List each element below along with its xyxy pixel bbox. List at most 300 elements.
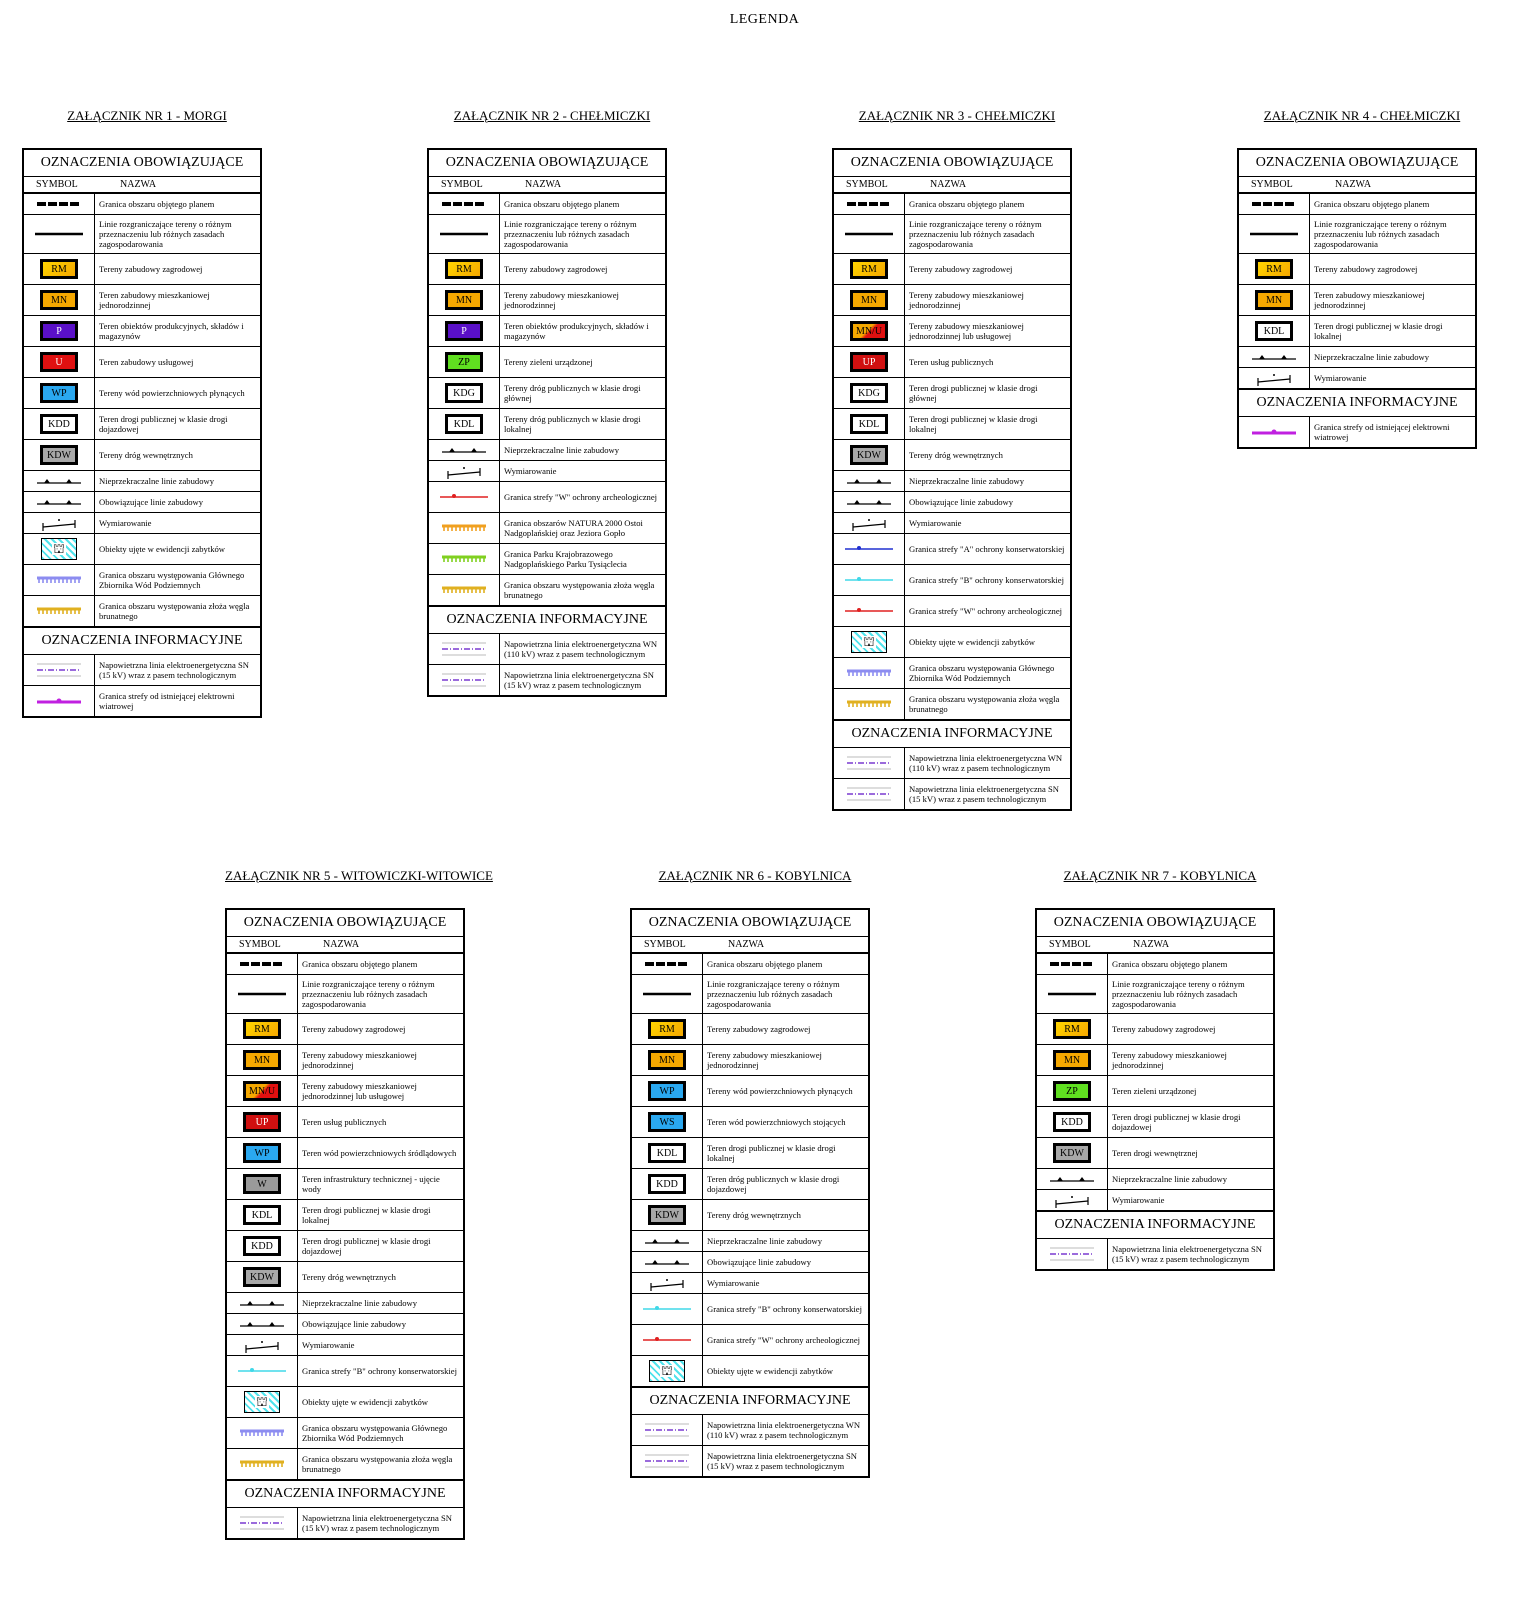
legend-label: Granica obszarów NATURA 2000 Ostoi Nadgoplańskiej oraz Jeziora Gopło	[504, 518, 643, 538]
legend-label: Obowiązujące linie zabudowy	[99, 497, 204, 507]
legend-symbol	[632, 1045, 703, 1075]
legend-label: Teren drogi publicznej w klasie drogi lokalnej	[302, 1205, 431, 1225]
legend-row	[1239, 417, 1475, 447]
legend-row	[429, 544, 665, 575]
legend-label: Tereny dróg wewnętrznych	[707, 1210, 801, 1220]
protection-zone-icon	[841, 539, 897, 559]
legend-symbol	[1037, 954, 1108, 974]
legend-symbol	[24, 316, 95, 346]
legend-label: Teren dróg publicznych w klasie drogi dojazdowej	[707, 1174, 840, 1194]
mandatory-line-icon	[841, 492, 897, 512]
legend-symbol	[632, 1076, 703, 1106]
legend-label: Granica Parku Krajobrazowego Nadgoplańskiego Parku Tysiąclecia	[504, 549, 627, 569]
legend-symbol	[1239, 194, 1310, 214]
zone-badge-mn: MN	[850, 290, 888, 310]
legend-row	[632, 1138, 868, 1169]
legend-symbol	[1239, 368, 1310, 388]
zone-badge-kdl: KDL	[1255, 321, 1293, 341]
zone-badge-w: W	[243, 1174, 281, 1194]
legend-label: Teren zabudowy mieszkaniowej jednorodzinnej	[1314, 290, 1425, 310]
legend-row	[1239, 215, 1475, 254]
mandatory-line-icon	[234, 1314, 290, 1334]
legend-row	[227, 975, 463, 1014]
legend-symbol	[834, 378, 905, 408]
legend-label: Granica obszaru występowania złoża węgla brunatnego	[504, 580, 655, 600]
legend-symbol	[429, 215, 500, 253]
legend-symbol	[227, 1356, 298, 1386]
legend-row	[632, 1356, 868, 1387]
legend-symbol	[1037, 1190, 1108, 1210]
legend-label: Tereny zabudowy mieszkaniowej jednorodzinnej	[1112, 1050, 1227, 1070]
legend-symbol	[24, 565, 95, 595]
legend-row	[632, 1107, 868, 1138]
legend-row	[632, 954, 868, 975]
legend-row	[834, 492, 1070, 513]
non-exceedable-line-icon	[31, 471, 87, 491]
zone-badge-kdl: KDL	[243, 1205, 281, 1225]
legend-label: Teren obiektów produkcyjnych, składów i magazynów	[99, 321, 244, 341]
zone-badge-zp: ZP	[445, 352, 483, 372]
legend-label: Teren zieleni urządzonej	[1112, 1086, 1197, 1096]
legend-label: Napowietrzna linia elektroenergetyczna SN (15 kV) wraz z pasem technologicznym	[909, 784, 1059, 804]
column-headers	[632, 937, 868, 954]
legend-symbol	[1239, 347, 1310, 367]
zone-badge-p: P	[40, 321, 78, 341]
legend-label: Tereny zabudowy mieszkaniowej jednorodzinnej lub usługowej	[302, 1081, 417, 1101]
legend-row	[227, 1262, 463, 1293]
legend-symbol	[1037, 1045, 1108, 1075]
legend-label: Granica obszaru objętego planem	[1112, 959, 1228, 969]
legend-symbol	[24, 378, 95, 408]
boundary-line-icon	[639, 984, 695, 1004]
plan-border-icon	[1044, 954, 1100, 974]
legend-symbol	[24, 534, 95, 564]
column-headers	[1239, 177, 1475, 194]
legend-label: Granica obszaru występowania Głównego Zbiornika Wód Podziemnych	[99, 570, 245, 590]
legend-symbol	[632, 1294, 703, 1324]
legend-label: Granica obszaru występowania złoża węgla brunatnego	[99, 601, 250, 621]
plan-border-icon	[436, 194, 492, 214]
section-informational-heading: OZNACZENIA INFORMACYJNE	[429, 606, 665, 634]
legend-row	[227, 1138, 463, 1169]
legend-label: Granica obszaru objętego planem	[302, 959, 418, 969]
column-symbol: SYMBOL	[1251, 179, 1293, 190]
legend-label: Teren drogi publicznej w klasie drogi głównej	[909, 383, 1038, 403]
legend-symbol	[24, 347, 95, 377]
legend-row	[429, 665, 665, 695]
boundary-line-icon	[841, 224, 897, 244]
legend-label: Granica strefy "W" ochrony archeologicznej	[504, 492, 658, 502]
legend-row	[227, 1231, 463, 1262]
legend-label: Linie rozgraniczające tereny o różnym przeznaczeniu lub różnych zasadach zagospodarowania	[1314, 219, 1447, 249]
legend-label: Tereny zabudowy zagrodowej	[504, 264, 608, 274]
legend-symbol	[834, 534, 905, 564]
legend-label: Obiekty ujęte w ewidencji zabytków	[99, 544, 226, 554]
legend-label: Nieprzekraczalne linie zabudowy	[504, 445, 620, 455]
monument-icon: ⛫	[649, 1360, 685, 1382]
legend-label: Nieprzekraczalne linie zabudowy	[302, 1298, 418, 1308]
legend-label: Tereny wód powierzchniowych płynących	[99, 388, 245, 398]
legend-row	[24, 194, 260, 215]
column-symbol: SYMBOL	[846, 179, 888, 190]
legend-symbol	[1037, 1014, 1108, 1044]
zone-badge-mn-u: MN/U	[243, 1081, 281, 1101]
legend-row	[24, 409, 260, 440]
section-mandatory-heading: OZNACZENIA OBOWIĄZUJĄCE	[632, 910, 868, 937]
legend-label: Obowiązujące linie zabudowy	[707, 1257, 812, 1267]
legend-label: Napowietrzna linia elektroenergetyczna SN (15 kV) wraz z pasem technologicznym	[504, 670, 654, 690]
legend-symbol	[834, 409, 905, 439]
legend-label: Wymiarowanie	[302, 1340, 355, 1350]
column-headers	[429, 177, 665, 194]
legend-row	[632, 1014, 868, 1045]
zone-badge-rm: RM	[40, 259, 78, 279]
zone-badge-up: UP	[850, 352, 888, 372]
section-mandatory-heading: OZNACZENIA OBOWIĄZUJĄCE	[429, 150, 665, 177]
zone-badge-kdw: KDW	[243, 1267, 281, 1287]
legend-row	[834, 347, 1070, 378]
legend-label: Nieprzekraczalne linie zabudowy	[1112, 1174, 1228, 1184]
legend-symbol	[632, 1169, 703, 1199]
legend-label: Granica strefy "W" ochrony archeologicznej	[707, 1335, 861, 1345]
zone-badge-up: UP	[243, 1112, 281, 1132]
legend-symbol	[227, 1138, 298, 1168]
legend-row	[429, 285, 665, 316]
legend-row	[1037, 1190, 1273, 1211]
legend-symbol	[834, 513, 905, 533]
legend-row	[24, 686, 260, 716]
legend-symbol	[24, 596, 95, 626]
area-boundary-comb-icon	[234, 1423, 290, 1443]
plan-border-icon	[31, 194, 87, 214]
column-headers	[834, 177, 1070, 194]
legend-symbol	[429, 575, 500, 605]
legend-label: Tereny zabudowy zagrodowej	[1112, 1024, 1216, 1034]
legend-row	[834, 316, 1070, 347]
legend-row	[429, 215, 665, 254]
legend-symbol	[632, 1252, 703, 1272]
non-exceedable-line-icon	[436, 440, 492, 460]
non-exceedable-line-icon	[639, 1231, 695, 1251]
dimension-icon	[1246, 368, 1302, 388]
boundary-line-icon	[436, 224, 492, 244]
column-name: NAZWA	[1133, 939, 1170, 950]
non-exceedable-line-icon	[234, 1293, 290, 1313]
legend-row	[834, 658, 1070, 689]
legend-symbol	[227, 1262, 298, 1292]
zone-badge-wp: WP	[648, 1081, 686, 1101]
zone-badge-kdw: KDW	[850, 445, 888, 465]
legend-symbol	[1239, 316, 1310, 346]
legend-label: Teren usług publicznych	[909, 357, 994, 367]
annex-title: ZAŁĄCZNIK NR 5 - WITOWICZKI-WITOWICE	[225, 868, 493, 883]
legend-row	[834, 596, 1070, 627]
legend-label: Granica obszaru występowania Głównego Zbiornika Wód Podziemnych	[302, 1423, 448, 1443]
legend-symbol	[24, 440, 95, 470]
legend-row	[429, 513, 665, 544]
legend-label: Tereny zabudowy zagrodowej	[707, 1024, 811, 1034]
legend-row	[429, 347, 665, 378]
annex-title: ZAŁĄCZNIK NR 2 - CHEŁMICZKI	[453, 108, 651, 123]
legend-symbol	[429, 378, 500, 408]
legend-symbol	[24, 655, 95, 685]
legend-symbol	[227, 975, 298, 1013]
legend-row	[1037, 1076, 1273, 1107]
legend-label: Teren drogi publicznej w klasie drogi lokalnej	[707, 1143, 836, 1163]
legend-symbol	[632, 1231, 703, 1251]
legend-symbol	[227, 954, 298, 974]
legend-row	[429, 409, 665, 440]
legend-label: Nieprzekraczalne linie zabudowy	[1314, 352, 1430, 362]
legend-label: Teren drogi publicznej w klasie drogi lokalnej	[909, 414, 1038, 434]
non-exceedable-line-icon	[1246, 347, 1302, 367]
legend-label: Teren drogi publicznej w klasie drogi dojazdowej	[99, 414, 228, 434]
power-line-icon	[436, 670, 492, 690]
legend-symbol	[24, 471, 95, 491]
legend-row	[834, 513, 1070, 534]
legend-label: Tereny zabudowy mieszkaniowej jednorodzinnej	[909, 290, 1024, 310]
legend-symbol	[429, 665, 500, 695]
zone-badge-p: P	[445, 321, 483, 341]
legend-row	[632, 1294, 868, 1325]
legend-label: Wymiarowanie	[99, 518, 152, 528]
legend-symbol	[632, 975, 703, 1013]
legend-row	[834, 409, 1070, 440]
legend-label: Napowietrzna linia elektroenergetyczna WN (110 kV) wraz z pasem technologicznym	[909, 753, 1063, 773]
legend-symbol	[227, 1449, 298, 1479]
legend-symbol	[227, 1169, 298, 1199]
legend-label: Teren usług publicznych	[302, 1117, 387, 1127]
section-informational-heading: OZNACZENIA INFORMACYJNE	[834, 720, 1070, 748]
zone-badge-kdl: KDL	[850, 414, 888, 434]
legend-row	[227, 1418, 463, 1449]
zone-badge-mn: MN	[1053, 1050, 1091, 1070]
legend-row	[1239, 368, 1475, 389]
area-boundary-comb-icon	[234, 1454, 290, 1474]
legend-label: Teren drogi publicznej w klasie drogi dojazdowej	[302, 1236, 431, 1256]
legend-row	[1239, 285, 1475, 316]
legend-row	[1037, 1138, 1273, 1169]
legend-symbol	[1037, 1107, 1108, 1137]
legend-table	[1035, 908, 1275, 1271]
section-mandatory-heading: OZNACZENIA OBOWIĄZUJĄCE	[227, 910, 463, 937]
legend-symbol	[834, 215, 905, 253]
area-boundary-comb-icon	[436, 518, 492, 538]
legend-label: Teren infrastruktury technicznej - ujęcie wody	[302, 1174, 440, 1194]
legend-label: Obiekty ujęte w ewidencji zabytków	[302, 1397, 429, 1407]
legend-symbol	[834, 492, 905, 512]
legend-label: Wymiarowanie	[909, 518, 962, 528]
wind-turbine-zone-icon	[31, 691, 87, 711]
legend-row	[24, 565, 260, 596]
legend-symbol	[632, 1415, 703, 1445]
power-line-icon	[1044, 1244, 1100, 1264]
legend-symbol	[834, 471, 905, 491]
legend-label: Wymiarowanie	[1112, 1195, 1165, 1205]
legend-row	[227, 1014, 463, 1045]
legend-symbol	[1239, 285, 1310, 315]
legend-row	[632, 1076, 868, 1107]
legend-label: Tereny dróg wewnętrznych	[99, 450, 193, 460]
legend-symbol	[1037, 1076, 1108, 1106]
legend-row	[834, 748, 1070, 779]
column-headers	[24, 177, 260, 194]
dimension-icon	[841, 513, 897, 533]
legend-symbol	[1239, 254, 1310, 284]
boundary-line-icon	[1246, 224, 1302, 244]
boundary-line-icon	[31, 224, 87, 244]
column-symbol: SYMBOL	[239, 939, 281, 950]
legend-row	[1037, 1045, 1273, 1076]
legend-table	[1237, 148, 1477, 449]
plan-border-icon	[234, 954, 290, 974]
legend-row	[834, 440, 1070, 471]
dimension-icon	[234, 1335, 290, 1355]
legend-symbol	[834, 316, 905, 346]
legend-row	[24, 254, 260, 285]
legend-row	[227, 1449, 463, 1480]
zone-badge-kdg: KDG	[445, 383, 483, 403]
legend-label: Tereny zabudowy mieszkaniowej jednorodzinnej	[504, 290, 619, 310]
zone-badge-rm: RM	[648, 1019, 686, 1039]
legend-symbol	[834, 565, 905, 595]
legend-row	[632, 1169, 868, 1200]
legend-label: Tereny wód powierzchniowych płynących	[707, 1086, 853, 1096]
legend-symbol	[227, 1231, 298, 1261]
legend-symbol	[227, 1335, 298, 1355]
legend-row	[429, 482, 665, 513]
section-mandatory-heading: OZNACZENIA OBOWIĄZUJĄCE	[24, 150, 260, 177]
legend-label: Nieprzekraczalne linie zabudowy	[707, 1236, 823, 1246]
legend-label: Tereny zabudowy zagrodowej	[1314, 264, 1418, 274]
legend-symbol	[24, 686, 95, 716]
legend-label: Tereny zabudowy zagrodowej	[302, 1024, 406, 1034]
legend-symbol	[632, 1107, 703, 1137]
non-exceedable-line-icon	[1044, 1169, 1100, 1189]
power-line-icon	[639, 1420, 695, 1440]
section-informational-heading: OZNACZENIA INFORMACYJNE	[632, 1387, 868, 1415]
legend-label: Napowietrzna linia elektroenergetyczna SN (15 kV) wraz z pasem technologicznym	[707, 1451, 857, 1471]
legend-row	[227, 1335, 463, 1356]
legend-row	[24, 492, 260, 513]
legend-row	[632, 1252, 868, 1273]
legend-symbol	[429, 194, 500, 214]
legend-row	[834, 285, 1070, 316]
page-title: LEGENDA	[729, 12, 800, 27]
plan-border-icon	[1246, 194, 1302, 214]
legend-row	[227, 1200, 463, 1231]
legend-row	[24, 347, 260, 378]
column-name: NAZWA	[930, 179, 967, 190]
legend-label: Tereny dróg publicznych w klasie drogi lokalnej	[504, 414, 641, 434]
legend-row	[834, 779, 1070, 809]
legend-label: Obowiązujące linie zabudowy	[909, 497, 1014, 507]
legend-row	[24, 378, 260, 409]
legend-row	[227, 1508, 463, 1538]
legend-symbol	[632, 1356, 703, 1386]
legend-symbol	[429, 513, 500, 543]
legend-row	[1239, 254, 1475, 285]
mandatory-line-icon	[639, 1252, 695, 1272]
legend-symbol	[834, 689, 905, 719]
legend-row	[429, 316, 665, 347]
legend-row	[227, 954, 463, 975]
legend-row	[227, 1387, 463, 1418]
legend-symbol	[834, 285, 905, 315]
zone-badge-rm: RM	[850, 259, 888, 279]
legend-label: Linie rozgraniczające tereny o różnym przeznaczeniu lub różnych zasadach zagospodarowania	[504, 219, 637, 249]
legend-row	[227, 1169, 463, 1200]
legend-label: Granica strefy "A" ochrony konserwatorskiej	[909, 544, 1065, 554]
legend-label: Linie rozgraniczające tereny o różnym przeznaczeniu lub różnych zasadach zagospodarowania	[909, 219, 1042, 249]
column-name: NAZWA	[728, 939, 765, 950]
annex-title: ZAŁĄCZNIK NR 6 - KOBYLNICA	[658, 868, 852, 883]
column-name: NAZWA	[323, 939, 360, 950]
legend-row	[227, 1045, 463, 1076]
legend-symbol	[227, 1014, 298, 1044]
legend-row	[24, 316, 260, 347]
legend-row	[632, 1273, 868, 1294]
legend-row	[834, 254, 1070, 285]
area-boundary-comb-icon	[31, 570, 87, 590]
legend-row	[429, 461, 665, 482]
legend-label: Granica strefy od istniejącej elektrowni wiatrowej	[99, 691, 235, 711]
legend-row	[429, 378, 665, 409]
legend-row	[24, 513, 260, 534]
section-informational-heading: OZNACZENIA INFORMACYJNE	[1239, 389, 1475, 417]
power-line-icon	[31, 660, 87, 680]
protection-zone-icon	[436, 487, 492, 507]
legend-row	[1037, 1014, 1273, 1045]
column-symbol: SYMBOL	[644, 939, 686, 950]
legend-symbol	[227, 1293, 298, 1313]
legend-row	[24, 285, 260, 316]
legend-symbol	[632, 1273, 703, 1293]
zone-badge-kdw: KDW	[1053, 1143, 1091, 1163]
legend-label: Tereny zabudowy mieszkaniowej jednorodzinnej	[302, 1050, 417, 1070]
legend-symbol	[632, 1014, 703, 1044]
legend-row	[834, 565, 1070, 596]
legend-label: Teren zabudowy usługowej	[99, 357, 194, 367]
zone-badge-mn-u: MN/U	[850, 321, 888, 341]
legend-label: Granica strefy od istniejącej elektrowni wiatrowej	[1314, 422, 1450, 442]
legend-row	[1239, 316, 1475, 347]
zone-badge-mn: MN	[648, 1050, 686, 1070]
legend-symbol	[24, 215, 95, 253]
area-boundary-comb-icon	[841, 694, 897, 714]
section-informational-heading: OZNACZENIA INFORMACYJNE	[24, 627, 260, 655]
protection-zone-icon	[841, 601, 897, 621]
legend-row	[429, 575, 665, 606]
legend-symbol	[1037, 1239, 1108, 1269]
legend-row	[24, 471, 260, 492]
legend-symbol	[1239, 417, 1310, 447]
legend-symbol	[834, 440, 905, 470]
legend-symbol	[429, 544, 500, 574]
legend-row	[632, 975, 868, 1014]
zone-badge-rm: RM	[1255, 259, 1293, 279]
zone-badge-zp: ZP	[1053, 1081, 1091, 1101]
legend-row	[24, 534, 260, 565]
legend-symbol	[429, 634, 500, 664]
legend-symbol	[632, 1200, 703, 1230]
legend-label: Napowietrzna linia elektroenergetyczna SN (15 kV) wraz z pasem technologicznym	[99, 660, 249, 680]
dimension-icon	[31, 513, 87, 533]
legend-label: Linie rozgraniczające tereny o różnym przeznaczeniu lub różnych zasadach zagospodarowania	[707, 979, 840, 1009]
legend-label: Granica obszaru występowania Głównego Zbiornika Wód Podziemnych	[909, 663, 1055, 683]
zone-badge-wp: WP	[40, 383, 78, 403]
zone-badge-rm: RM	[243, 1019, 281, 1039]
